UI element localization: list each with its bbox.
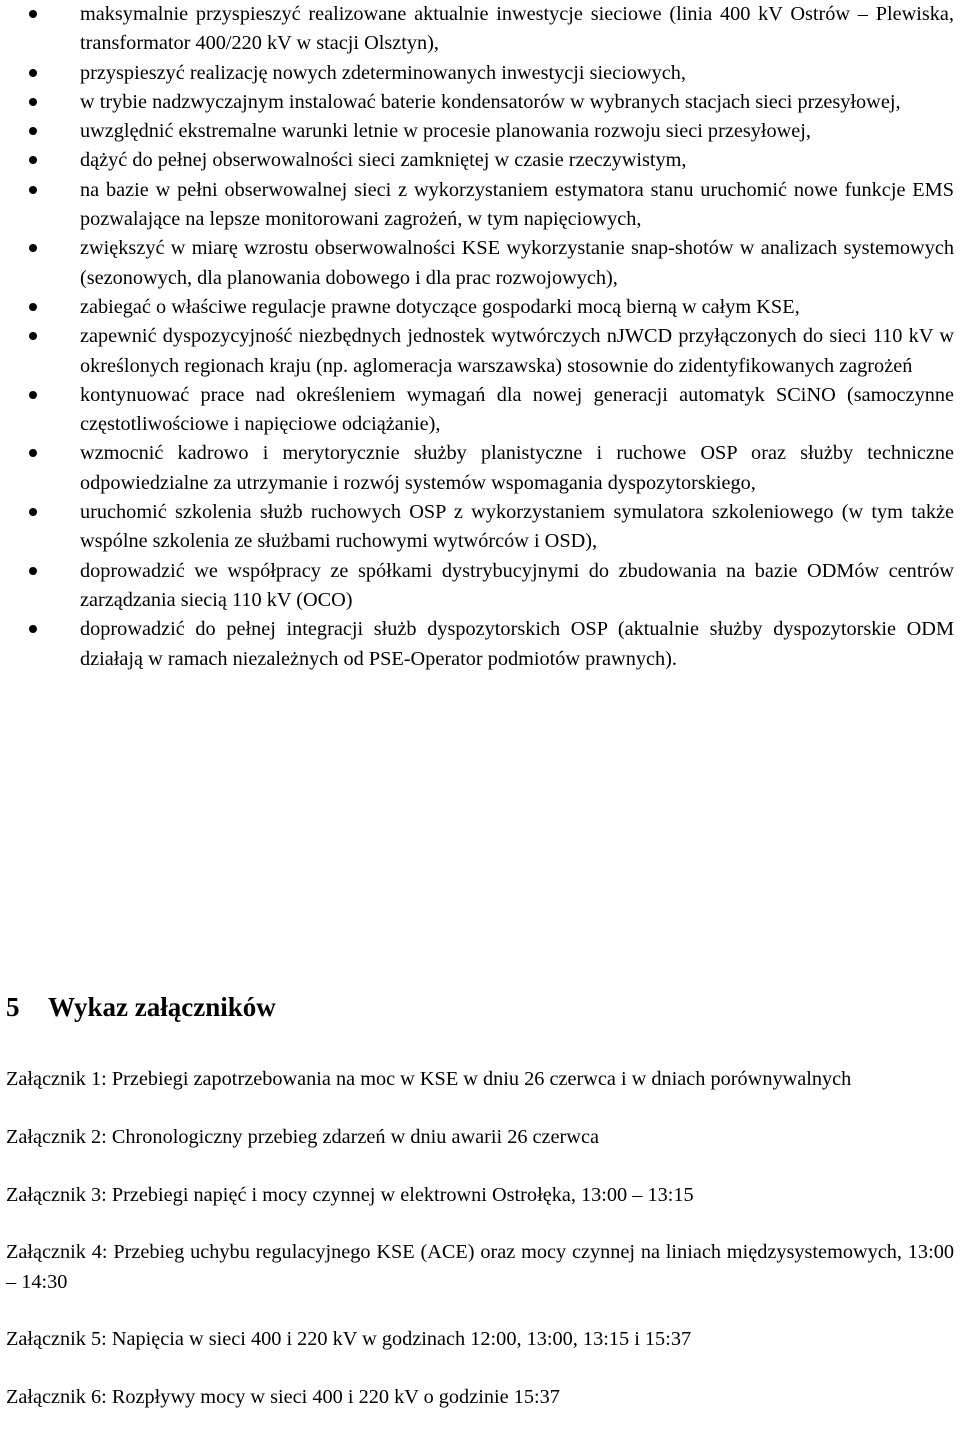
- list-item-text: przyspieszyć realizację nowych zdeterminowanych inwestycji sieciowych,: [80, 61, 686, 84]
- list-item: [6, 381, 954, 440]
- list-item: [6, 88, 954, 117]
- section-title: Wykaz załączników: [48, 992, 276, 1022]
- recommendations-list: [6, 0, 954, 674]
- bullet-icon: [29, 449, 37, 457]
- attachment-item: Załącznik 2: Chronologiczny przebieg zdarzeń w dniu awarii 26 czerwca: [6, 1125, 599, 1148]
- bullet-icon: [29, 244, 37, 252]
- list-item: [6, 0, 954, 59]
- attachment-item: Załącznik 5: Napięcia w sieci 400 i 220 kV w godzinach 12:00, 13:00, 13:15 i 15:37: [6, 1328, 692, 1351]
- attachment-item: Załącznik 6: Rozpływy mocy w sieci 400 i 220 kV o godzinie 15:37: [6, 1386, 560, 1409]
- list-item: [6, 117, 954, 146]
- list-item-text: kontynuować prace nad określeniem wymagań dla nowej generacji automatyk SCiNO (samoczynne częstotliwościowe i napięciowe odciążanie),: [80, 383, 954, 436]
- list-item-text: dążyć do pełnej obserwowalności sieci zamkniętej w czasie rzeczywistym,: [80, 149, 687, 172]
- list-item: [6, 176, 954, 235]
- bullet-icon: [29, 127, 37, 135]
- list-item: [6, 234, 954, 293]
- attachments-list: [6, 1065, 954, 1413]
- list-item-text: maksymalnie przyspieszyć realizowane aktualnie inwestycje sieciowe (linia 400 kV Ostrów – Plewiska, transformator 400/220 kV w stacji Olsztyn),: [80, 3, 954, 55]
- attachment-item: Załącznik 4: Przebieg uchybu regulacyjnego KSE (ACE) oraz mocy czynnej na liniach międzysystemowych, 13:00 – 14:30: [6, 1241, 954, 1293]
- list-item: [6, 322, 954, 381]
- bullet-icon: [29, 156, 37, 164]
- section-number: 5: [6, 992, 20, 1022]
- list-item: [6, 557, 954, 616]
- bullet-icon: [29, 186, 37, 194]
- list-item-text: wzmocnić kadrowo i merytorycznie służby planistyczne i ruchowe OSP oraz służby techniczne odpowiedzialne za utrzymanie i rozwój systemów wspomagania dyspozytorskiego,: [80, 442, 954, 494]
- bullet-icon: [29, 391, 37, 399]
- bullet-icon: [29, 508, 37, 516]
- list-item-text: zabiegać o właściwe regulacje prawne dotyczące gospodarki mocą bierną w całym KSE,: [80, 295, 800, 318]
- attachment-item: Załącznik 3: Przebiegi napięć i mocy czynnej w elektrowni Ostrołęka, 13:00 – 13:15: [6, 1183, 694, 1206]
- list-item-text: w trybie nadzwyczajnym instalować baterie kondensatorów w wybranych stacjach sieci przesyłowej,: [80, 90, 901, 113]
- bullet-icon: [29, 69, 37, 77]
- bullet-icon: [29, 98, 37, 106]
- list-item-text: uwzględnić ekstremalne warunki letnie w procesie planowania rozwoju sieci przesyłowej,: [80, 120, 811, 143]
- bullet-icon: [29, 625, 37, 633]
- list-item: [6, 59, 954, 88]
- section-heading: [6, 991, 276, 1023]
- list-item-text: zwiększyć w miarę wzrostu obserwowalności KSE wykorzystanie snap-shotów w analizach systemowych (sezonowych, dla planowania dobowego i dla prac rozwojowych),: [80, 237, 954, 289]
- list-item: [6, 498, 954, 557]
- bullet-icon: [29, 303, 37, 311]
- list-item: [6, 615, 954, 674]
- list-item: [6, 146, 954, 175]
- bullet-icon: [29, 567, 37, 575]
- list-item-text: na bazie w pełni obserwowalnej sieci z wykorzystaniem estymatora stanu uruchomić nowe funkcje EMS pozwalające na lepsze monitorowani zagrożeń, w tym napięciowych,: [80, 178, 954, 231]
- bullet-icon: [29, 10, 37, 18]
- list-item-text: doprowadzić do pełnej integracji służb dyspozytorskich OSP (aktualnie służby dyspozytorskie ODM działają w ramach niezależnych od PSE-Operator podmiotów prawnych).: [80, 618, 954, 670]
- list-item: [6, 439, 954, 498]
- list-item: [6, 293, 954, 322]
- list-item-text: doprowadzić we współpracy ze spółkami dystrybucyjnymi do zbudowania na bazie ODMów centrów zarządzania siecią 110 kV (OCO): [80, 559, 954, 611]
- list-item-text: zapewnić dyspozycyjność niezbędnych jednostek wytwórczych nJWCD przyłączonych do sieci 110 kV w określonych regionach kraju (np. aglomeracja warszawska) stosownie do zidentyfikowanych zagrożeń: [80, 325, 954, 377]
- list-item-text: uruchomić szkolenia służb ruchowych OSP z wykorzystaniem symulatora szkoleniowego (w tym także wspólne szkolenia ze służbami ruchowymi wytwórców i OSD),: [80, 501, 954, 553]
- bullet-icon: [29, 332, 37, 340]
- attachment-item: Załącznik 1: Przebiegi zapotrzebowania na moc w KSE w dniu 26 czerwca i w dniach porównywalnych: [6, 1068, 852, 1090]
